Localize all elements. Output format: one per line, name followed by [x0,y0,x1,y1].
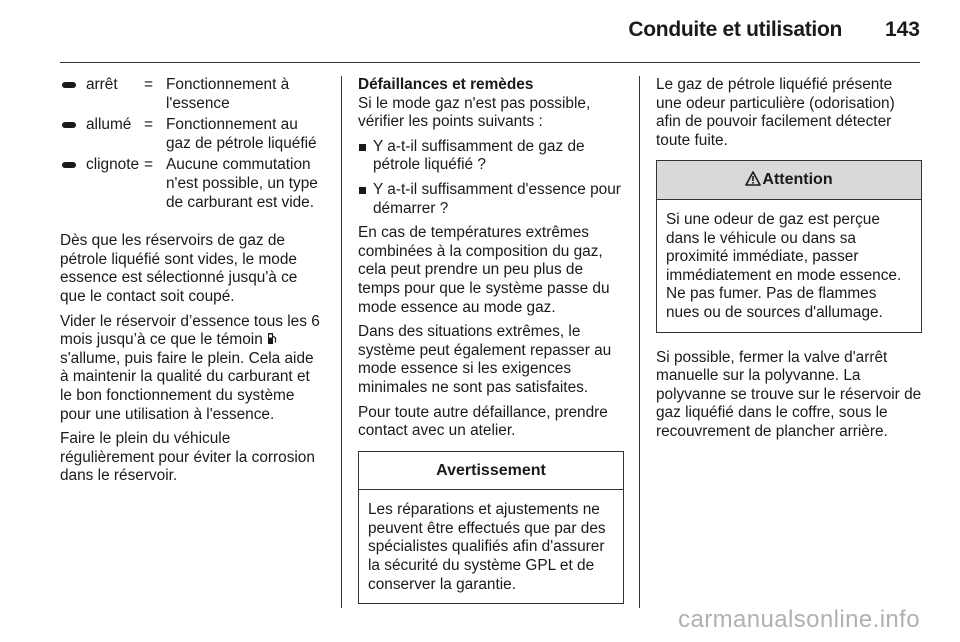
paragraph: Dès que les réservoirs de gaz de pétrole liquéfié sont vides, le mode essence est sélectionné jusqu'à ce que le contact soit coupé. [60,232,298,305]
paragraph: Le gaz de pétrole liquéfié présente une odeur particulière (odorisation) afin de pouvoir facilement détecter toute fuite. [656,76,895,149]
warning-box-title: Avertissement [359,452,623,491]
watermark: carmanualsonline.info [678,606,920,633]
paragraph: Pour toute autre défaillance, prendre contact avec un atelier. [358,403,608,440]
square-bullet-icon [359,187,366,194]
attention-box [656,160,922,332]
paragraph: Dans des situations extrêmes, le système peut également repasser au mode essence si les exigences minimales ne sont pas satisfaites. [358,323,612,396]
warning-box [358,451,624,605]
status-row-off [60,76,325,113]
column-divider-2 [639,76,640,608]
bullet-list [358,138,624,218]
column-3 [656,76,922,448]
status-equals: = [144,76,153,93]
list-item-text: Y a-t-il suffisamment de gaz de pétrole liquéfié ? [373,137,585,174]
status-state: clignote [86,156,140,174]
status-description: Fonctionnement à l'essence [166,76,290,112]
attention-box-body: Si une odeur de gaz est perçue dans le véhicule ou dans sa proximité immédiate, passer immédiatement en mode essence. Ne pas fumer. Pas de flammes nues ou de sources d'allumage. [666,210,902,321]
page-header [0,0,960,64]
paragraph-text: s'allume, puis faire le plein. Cela aide à maintenir la qualité du carburant et le bon fonctionnement du système pour une utilisation à l'essence. [60,349,314,423]
paragraph: Si le mode gaz n'est pas possible, vérifier les points suivants : [358,94,591,131]
list-item [358,181,624,218]
paragraph: En cas de températures extrêmes combinées à la composition du gaz, cela peut prendre un peu plus de temps pour que le système passe du mode essence au mode gaz. [358,224,610,316]
led-indicator-icon [60,156,86,212]
header-rule [60,62,920,63]
list-item-text: Y a-t-il suffisamment d'essence pour démarrer ? [373,180,621,217]
status-state: arrêt [86,76,118,93]
list-item [358,138,624,175]
attention-box-header [657,161,921,200]
column-2 [358,76,624,604]
fuel-pump-icon [267,332,277,345]
status-equals: = [144,156,153,174]
led-indicator-icon [60,76,86,113]
section-heading: Défaillances et remèdes [358,76,534,93]
warning-box-body: Les réparations et ajustements ne peuvent être effectués que par des spécialistes qualifiés afin d'assurer la sécurité du système GPL et de conserver la garantie. [368,501,606,593]
status-state: allumé [86,116,132,134]
status-description: Fonctionnement au gaz de pétrole liquéfié [166,116,317,152]
paragraph-with-icon [60,313,325,425]
status-table [60,76,325,212]
page-title: Conduite et utilisation [628,18,842,41]
led-indicator-icon [60,116,86,153]
status-description: Aucune commutation n'est possible, un type de carburant est vide. [166,156,318,211]
attention-box-title: Attention [762,171,833,189]
status-row-on [60,116,325,153]
paragraph: Faire le plein du véhicule régulièrement pour éviter la corrosion dans le réservoir. [60,430,315,485]
column-1 [60,76,325,492]
status-row-flashing [60,156,325,212]
page-number: 143 [884,18,920,41]
square-bullet-icon [359,144,366,151]
column-divider-1 [341,76,342,608]
warning-triangle-icon [745,171,761,186]
status-equals: = [144,116,153,134]
paragraph: Si possible, fermer la valve d'arrêt manuelle sur la polyvanne. La polyvanne se trouve sur le réservoir de gaz liquéfié dans le coffre, sous le recouvrement de plancher arrière. [656,348,922,440]
paragraph-text: Vider le réservoir d’essence tous les 6 mois jusqu’à ce que le témoin [60,312,320,349]
